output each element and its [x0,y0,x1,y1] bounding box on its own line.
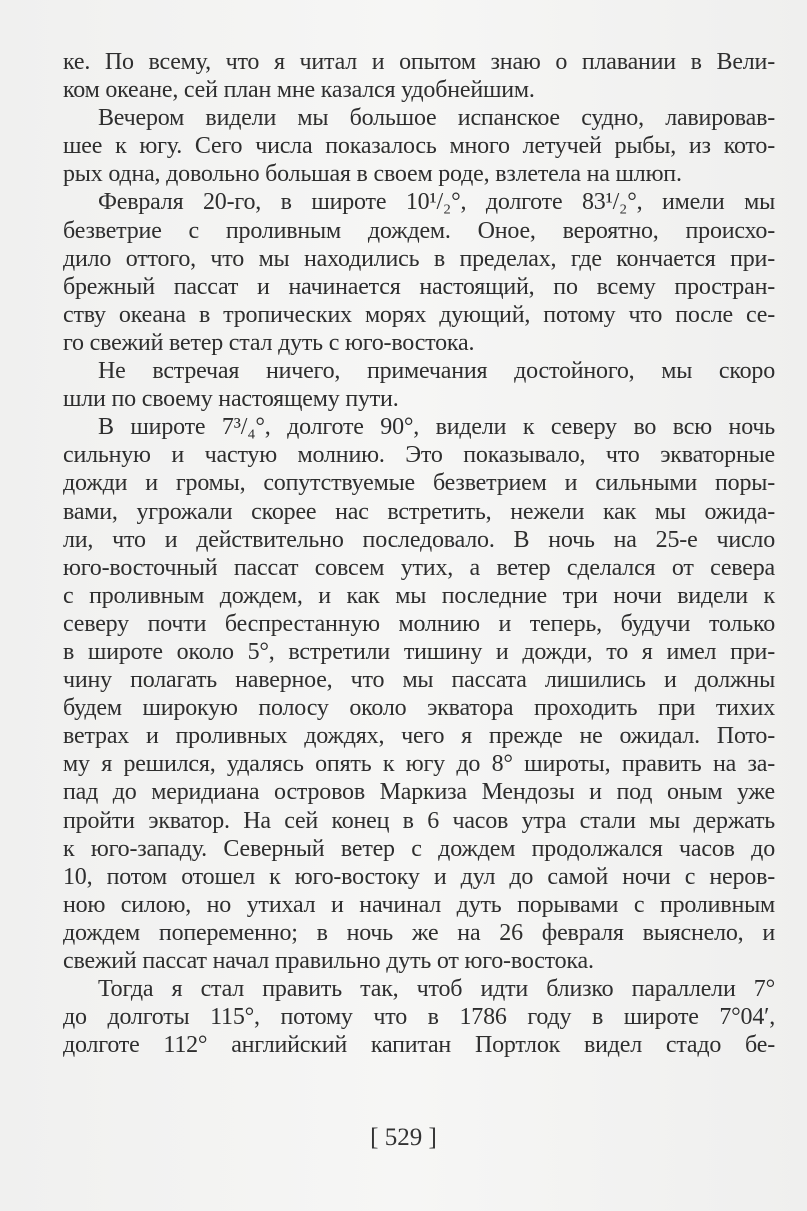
text-line: пад до меридиана островов Маркиза Мендозы и под оным уже [63,779,775,806]
text-line: ству океана в тропических морях дующий, потому что после се- [63,301,775,328]
text-line: В широте 7³/₄°, долготе 90°, видели к северу во всю ночь [98,414,775,441]
text-line: шее к югу. Сего числа показалось много летучей рыбы, из кото- [63,133,775,160]
text-line: ке. По всему, что я читал и опытом знаю о плавании в Вели- [63,49,775,75]
text-line: к юго-западу. Северный ветер с дождем продолжался часов до [63,835,775,862]
text-line: рых одна, довольно большая в своем роде, взлетела на шлюп. [63,161,682,188]
text-line: дило оттого, что мы находились в пределах, где кончается при- [63,245,775,272]
text-line: дожди и громы, сопутствуемые безветрием и сильными поры- [63,470,775,497]
text-line: чину полагать наверное, что мы пассата лишились и должны [63,667,775,694]
text-line: шли по своему настоящему пути. [63,386,399,413]
text-line: Не встречая ничего, примечания достойного, мы скоро [98,358,775,385]
text-line: вами, угрожали скорее нас встретить, нежели как мы ожида- [63,498,775,525]
text-line: с проливным дождем, и как мы последние три ночи видели к [63,582,775,609]
text-line: свежий пассат начал правильно дуть от юго-востока. [63,948,594,974]
text-line: ком океане, сей план мне казался удобнейшим. [63,77,535,104]
text-line: Февраля 20-го, в широте 10¹/₂°, долготе 83¹/₂°, имели мы [98,189,775,216]
text-line: в широте около 5°, встретили тишину и дожди, то я имел при- [63,638,775,665]
page-number: [ 529 ] [370,1124,437,1151]
text-line: ветрах и проливных дождях, чего я прежде не ожидал. Пото- [63,723,775,750]
text-line: Вечером видели мы большое испанское судно, лавировав- [98,105,775,132]
text-line: пройти экватор. На сей конец в 6 часов утра стали мы держать [63,807,775,834]
text-line: долготе 112° английский капитан Портлок видел стадо бе- [63,1032,775,1059]
text-line: сильную и частую молнию. Это показывало, что экваторные [63,442,775,469]
text-line: брежный пассат и начинается настоящий, по всему простран- [63,273,775,300]
text-line: безветрие с проливным дождем. Оное, вероятно, происхо- [63,217,775,244]
text-line: 10, потом отошел к юго-востоку и дул до самой ночи с неров- [63,863,775,890]
text-line: му я решился, удалясь опять к югу до 8° широты, править на за- [63,751,775,778]
body-text [63,48,775,1059]
text-line: дождем попеременно; в ночь же на 26 февраля выяснело, и [63,919,775,946]
text-line: юго-восточный пассат совсем утих, а ветер сделался от севера [63,554,775,581]
text-line: ли, что и действительно последовало. В ночь на 25-е число [63,526,775,553]
text-line: будем широкую полосу около экватора проходить при тихих [63,695,775,722]
text-line: ною силою, но утихал и начинал дуть порывами с проливным [63,891,775,918]
text-line: го свежий ветер стал дуть с юго-востока. [63,329,475,356]
text-line: Тогда я стал править так, чтоб идти близко параллели 7° [98,976,775,1003]
text-line: северу почти беспрестанную молнию и теперь, будучи только [63,610,775,637]
text-line: до долготы 115°, потому что в 1786 году в широте 7°04′, [63,1004,775,1031]
